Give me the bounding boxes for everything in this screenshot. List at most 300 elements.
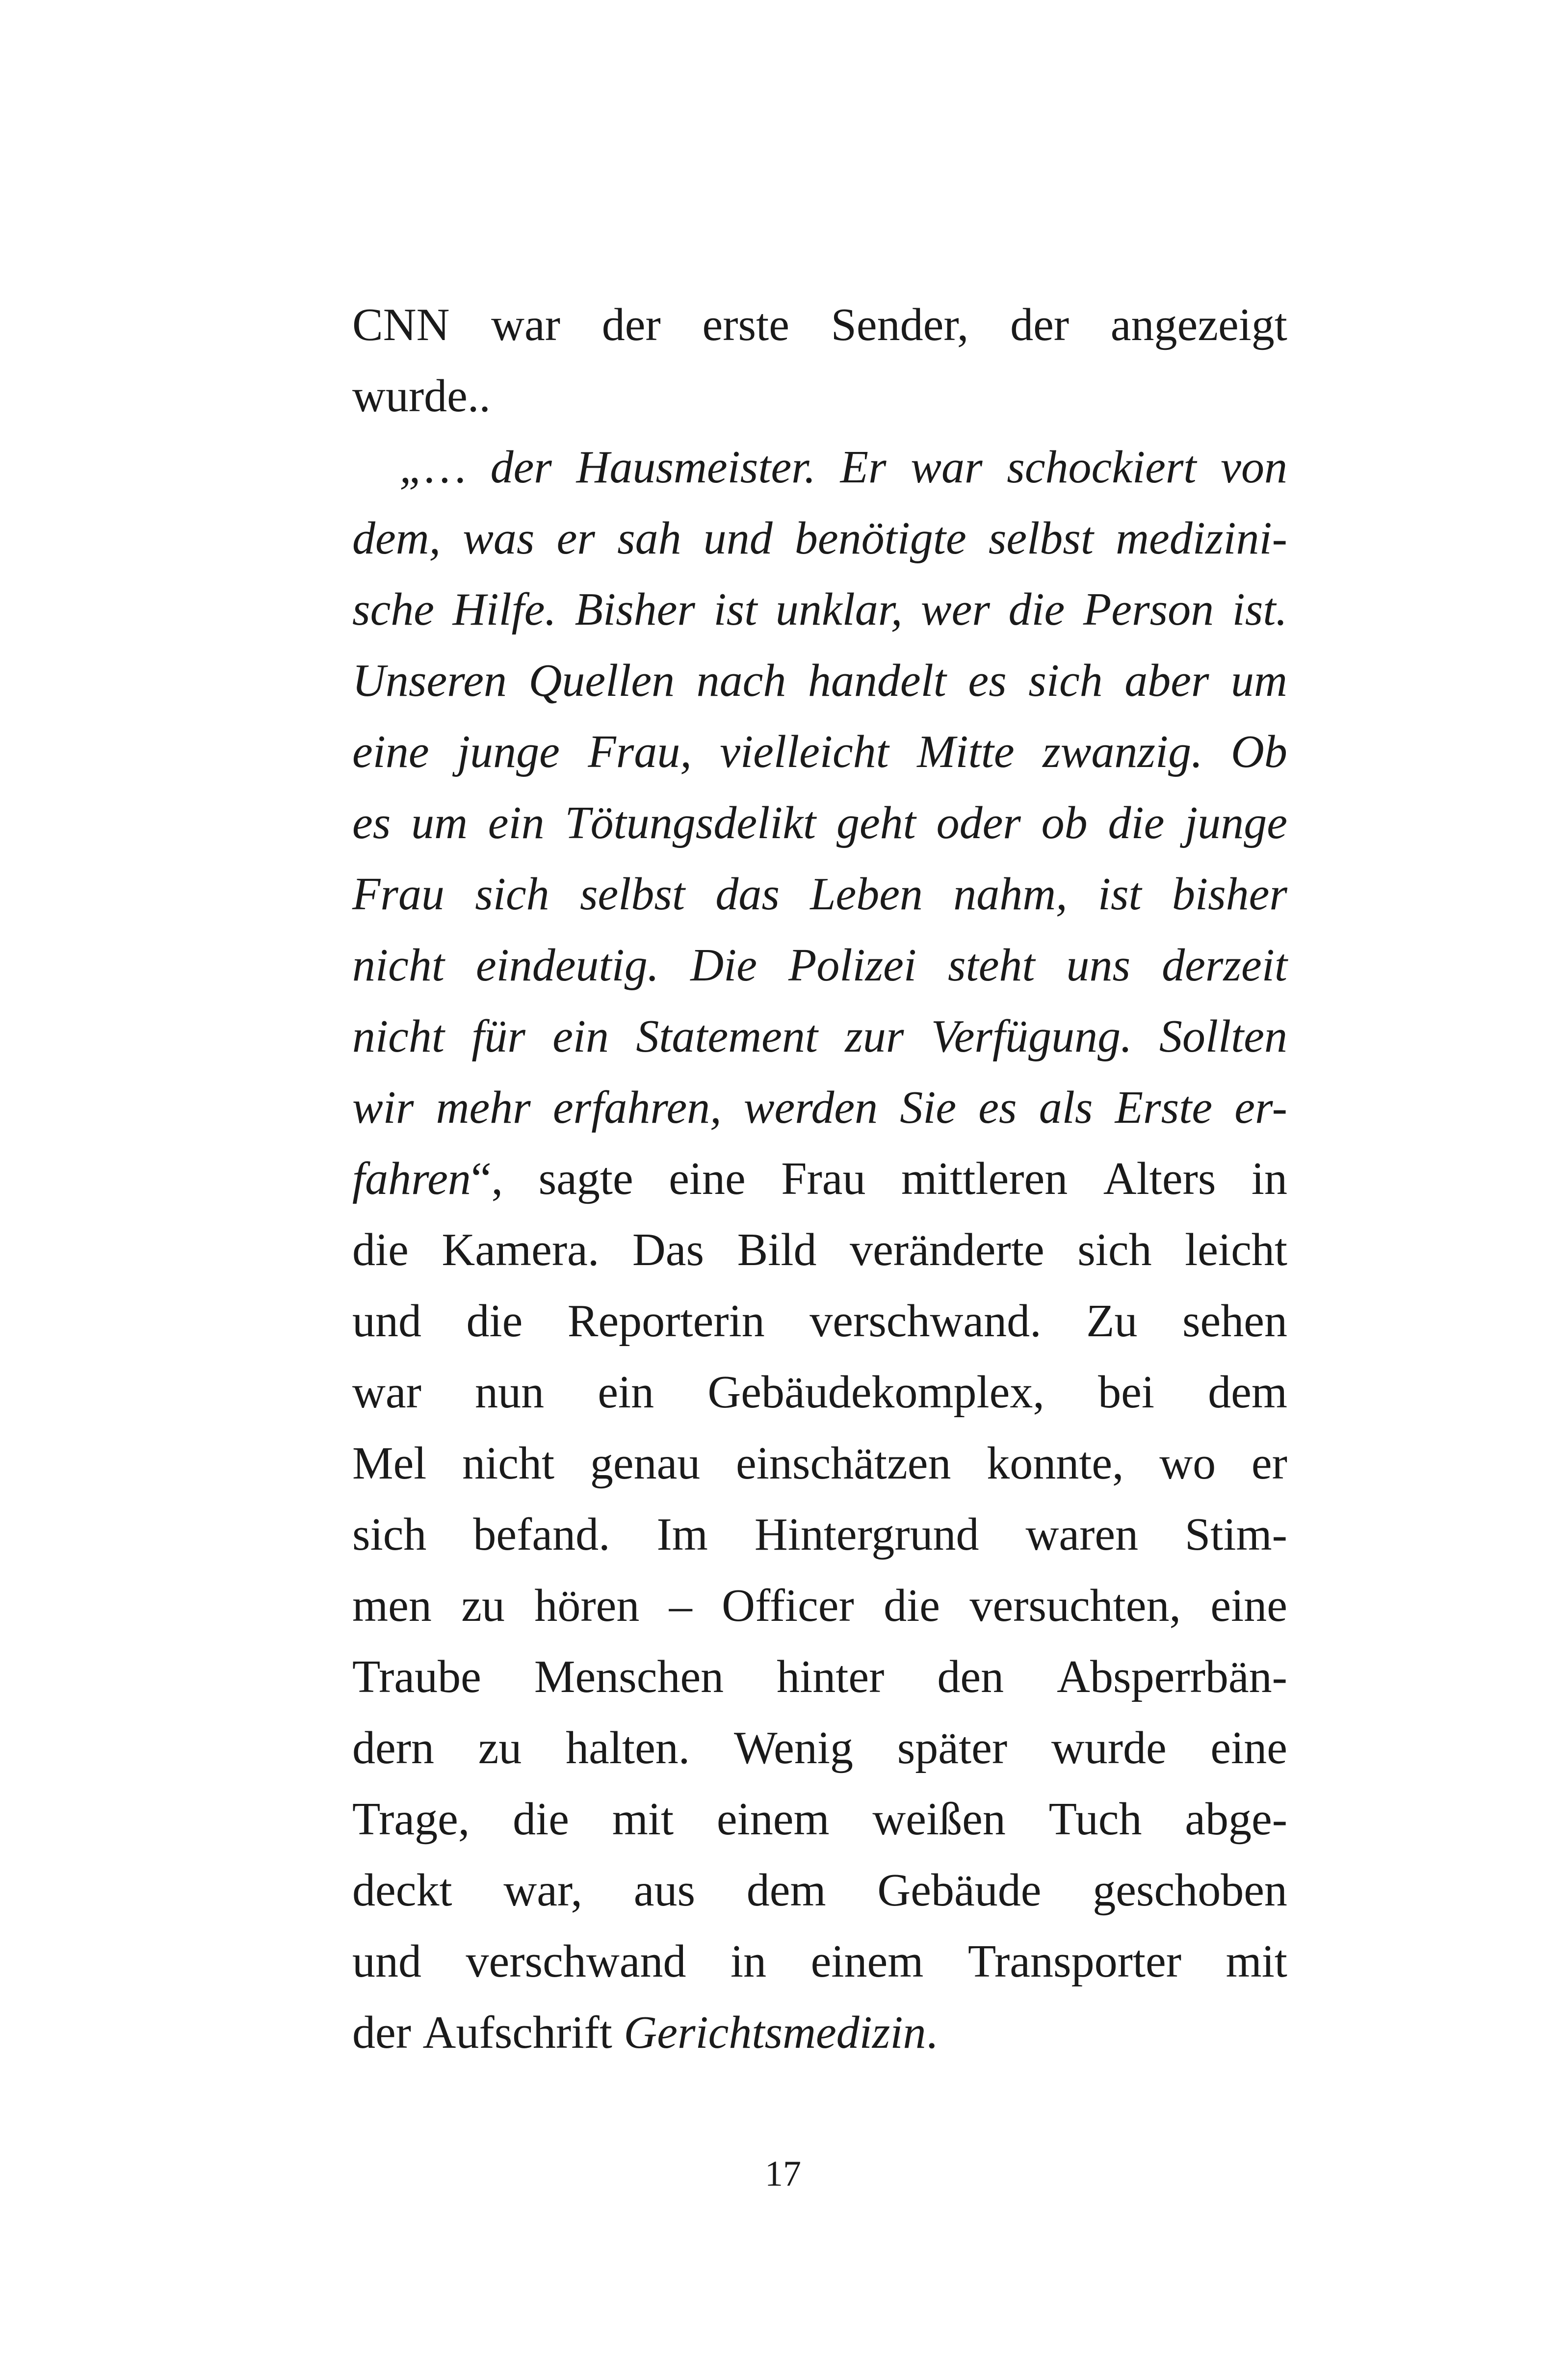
- word-part: versuchten,: [969, 1580, 1181, 1631]
- word-part: leicht: [1185, 1224, 1287, 1275]
- word: [900, 1072, 956, 1143]
- text-line: [352, 1641, 1287, 1713]
- word-part: mit: [1226, 1936, 1287, 1987]
- word: [1124, 645, 1209, 716]
- word: [1116, 503, 1287, 574]
- text-line: [352, 1428, 1287, 1499]
- word: [836, 788, 916, 859]
- word-part: abge-: [1185, 1794, 1287, 1845]
- word: [466, 1286, 522, 1357]
- word-part: Bisher: [574, 584, 695, 635]
- word-part: Gebäudekomplex,: [707, 1367, 1044, 1418]
- word: [488, 788, 545, 859]
- word: [423, 1997, 624, 2068]
- word-part: es: [352, 797, 391, 848]
- word-part: oder: [936, 797, 1021, 848]
- word-part: Officer: [722, 1580, 854, 1631]
- text-line: [352, 432, 1287, 503]
- word: [503, 1855, 582, 1926]
- word: [901, 1143, 1068, 1215]
- word: [352, 930, 444, 1001]
- word: [453, 574, 556, 645]
- word: [588, 716, 692, 788]
- word-part: Tötungsdelikt: [565, 797, 816, 848]
- word: [884, 1570, 940, 1641]
- word-part: selbst: [579, 869, 685, 920]
- text-line: [352, 1143, 1287, 1215]
- word: [553, 1072, 722, 1143]
- word: [953, 859, 1067, 930]
- text-line: [352, 503, 1287, 574]
- word-part: nun: [475, 1367, 545, 1418]
- word-part: es: [978, 1082, 1017, 1133]
- word: [575, 574, 695, 645]
- word-part: und: [703, 513, 773, 564]
- word: [1221, 432, 1287, 503]
- word-part: waren: [1025, 1509, 1139, 1560]
- word-part: Stim-: [1185, 1509, 1287, 1560]
- word: [734, 1713, 853, 1784]
- word-part: deckt: [352, 1865, 452, 1916]
- word-part: Person: [1083, 584, 1214, 635]
- word: [845, 1001, 904, 1072]
- word-part: sche: [352, 584, 435, 635]
- word-part: geht: [836, 797, 916, 848]
- word: [1182, 1286, 1287, 1357]
- text-line: [352, 645, 1287, 716]
- word-part: mit: [612, 1794, 674, 1845]
- word: [352, 1641, 481, 1713]
- word: [491, 432, 552, 503]
- word-part: junge: [1185, 797, 1287, 848]
- word-part: Quellen: [528, 655, 675, 706]
- word: [978, 1072, 1017, 1143]
- word-part: Traube: [352, 1651, 481, 1702]
- word-part: Hintergrund: [754, 1509, 979, 1560]
- word: [697, 645, 786, 716]
- word: [352, 1357, 421, 1428]
- word-part: Bild: [737, 1224, 817, 1275]
- word-part: halten.: [566, 1722, 690, 1773]
- word-part: aber: [1124, 655, 1209, 706]
- word: [1234, 1072, 1287, 1143]
- word: [776, 574, 903, 645]
- word-part: dem: [1208, 1367, 1287, 1418]
- text-line: [352, 1499, 1287, 1570]
- word-part: Sie: [900, 1082, 957, 1133]
- word: [809, 1286, 1041, 1357]
- word-part: und: [352, 1296, 421, 1347]
- word-part: eine: [1210, 1580, 1287, 1631]
- word-part: die: [466, 1296, 523, 1347]
- word-part: unklar,: [775, 584, 903, 635]
- text-line: [352, 1072, 1287, 1143]
- word: [352, 361, 491, 432]
- word: [968, 1926, 1181, 1997]
- word: [808, 645, 946, 716]
- word-part: hinter: [777, 1651, 885, 1702]
- word-part: aus: [633, 1865, 696, 1916]
- word-part: einschätzen: [736, 1438, 951, 1489]
- word-part: Hausmeister.: [576, 442, 816, 493]
- word: [897, 1713, 1007, 1784]
- text-line: [352, 1357, 1287, 1428]
- text-line: [352, 361, 1287, 432]
- word: [1232, 574, 1287, 645]
- word-part: Mel: [352, 1438, 427, 1489]
- word-part: eindeutig.: [475, 940, 659, 991]
- word-part: ein: [598, 1367, 654, 1418]
- word: [352, 716, 429, 788]
- word: [539, 1143, 633, 1215]
- word-part: schockiert: [1007, 442, 1197, 493]
- word: [462, 1428, 554, 1499]
- word-part: und: [352, 1936, 421, 1987]
- word-part: Statement: [636, 1011, 818, 1062]
- text-line: [352, 290, 1287, 361]
- word: [552, 1001, 609, 1072]
- word: [352, 1855, 452, 1926]
- word-part: Kamera.: [442, 1224, 600, 1275]
- word: [948, 930, 1035, 1001]
- word-part: mehr: [436, 1082, 531, 1133]
- word: [557, 503, 595, 574]
- word: [840, 432, 887, 503]
- word-part: zur: [845, 1011, 904, 1062]
- text-line: [352, 1713, 1287, 1784]
- word-part: Erste: [1115, 1082, 1213, 1133]
- word: [968, 645, 1006, 716]
- word-part: Frau,: [588, 726, 692, 777]
- word: [457, 716, 560, 788]
- word-part: wurde..: [352, 370, 491, 422]
- word-part: von: [1221, 442, 1287, 493]
- word-part: Menschen: [534, 1651, 724, 1702]
- word-part: “,: [470, 1153, 503, 1204]
- word: [707, 1357, 1044, 1428]
- word: [529, 645, 675, 716]
- word: [1185, 788, 1287, 859]
- word-part: für: [471, 1011, 525, 1062]
- word-part: er: [556, 513, 595, 564]
- word: [352, 1926, 421, 1997]
- word: [669, 1143, 746, 1215]
- word-part: war,: [503, 1865, 582, 1916]
- word-part: Frau: [781, 1153, 866, 1204]
- word: [491, 290, 560, 361]
- word: [737, 1215, 817, 1286]
- word: [1108, 788, 1164, 859]
- word-part: Absperrbän-: [1057, 1651, 1287, 1702]
- word-part: zwanzig.: [1043, 726, 1203, 777]
- word-part: befand.: [473, 1509, 610, 1560]
- word: [475, 859, 549, 930]
- word: [352, 1997, 423, 2068]
- word-part: sehen: [1182, 1296, 1287, 1347]
- word-part: wer: [920, 584, 990, 635]
- word-part: uns: [1066, 940, 1131, 991]
- word: [937, 1641, 1004, 1713]
- word-part: später: [897, 1722, 1008, 1773]
- word-part: Verfügung.: [931, 1011, 1132, 1062]
- word: [1067, 930, 1131, 1001]
- word: [568, 1286, 765, 1357]
- word: [1185, 1215, 1287, 1286]
- word: [475, 1357, 544, 1428]
- word: [872, 1784, 1005, 1855]
- word: [1172, 859, 1287, 930]
- text-line: [352, 1997, 1287, 2068]
- word: [736, 1428, 951, 1499]
- word-part: eine: [352, 726, 429, 777]
- word-part: dem: [746, 1865, 826, 1916]
- word: [352, 503, 441, 574]
- word: [590, 1428, 700, 1499]
- word: [566, 1713, 690, 1784]
- word-part: Leben: [810, 869, 923, 920]
- word-part: geschoben: [1093, 1865, 1287, 1916]
- word-part: handelt: [808, 655, 946, 706]
- word: [576, 432, 816, 503]
- word-part: medizini-: [1116, 513, 1287, 564]
- word: [755, 1499, 979, 1570]
- word-part: Aufschrift: [422, 2007, 612, 2058]
- word-part: nach: [696, 655, 786, 706]
- body-text: [352, 290, 1287, 2068]
- word-part: bisher: [1172, 869, 1287, 920]
- word-part: der: [352, 2007, 412, 2058]
- word-part: als: [1039, 1082, 1093, 1133]
- page-number: 17: [765, 2154, 801, 2194]
- word-part: Frau: [352, 869, 444, 920]
- word: [1049, 1784, 1142, 1855]
- word: [747, 1855, 826, 1926]
- word-part: Polizei: [788, 940, 917, 991]
- text-line: [352, 788, 1287, 859]
- word: [788, 930, 916, 1001]
- word: [352, 1784, 470, 1855]
- word-part: men: [352, 1580, 432, 1631]
- word: [937, 788, 1021, 859]
- word: [917, 716, 1014, 788]
- word: [1208, 1357, 1287, 1428]
- word: [1039, 1072, 1093, 1143]
- word: [352, 290, 449, 361]
- word-part: nahm,: [953, 869, 1068, 920]
- word: [987, 1428, 1123, 1499]
- word: [1210, 1713, 1287, 1784]
- word: [1007, 432, 1196, 503]
- word: [669, 1570, 692, 1641]
- word: [1077, 1215, 1151, 1286]
- word: [352, 1143, 503, 1215]
- word-part: angezeigt: [1110, 299, 1287, 350]
- word: [1098, 1357, 1154, 1428]
- word-part: Wenig: [733, 1722, 854, 1773]
- word: [811, 1926, 924, 1997]
- text-line: [352, 859, 1287, 930]
- word-part: mittleren: [901, 1153, 1068, 1204]
- word: [931, 1001, 1132, 1072]
- word: [715, 859, 780, 930]
- word: [352, 574, 434, 645]
- word: [461, 1570, 505, 1641]
- word-part: war: [911, 442, 983, 493]
- word-part: ein: [552, 1011, 609, 1062]
- word-part: Transporter: [967, 1936, 1182, 1987]
- word-part: nicht: [352, 940, 444, 991]
- word: [352, 1499, 426, 1570]
- word: [969, 1570, 1181, 1641]
- word: [534, 1641, 724, 1713]
- word: [1115, 1072, 1212, 1143]
- word-part: wurde: [1051, 1722, 1167, 1773]
- word: [352, 1713, 434, 1784]
- word-part: sich: [475, 869, 549, 920]
- text-line: [352, 1855, 1287, 1926]
- word: [632, 1215, 704, 1286]
- word: [636, 1001, 818, 1072]
- word: [731, 1926, 766, 1997]
- word-part: die: [352, 1224, 409, 1275]
- word-part: in: [1251, 1153, 1287, 1204]
- word-part: was: [463, 513, 535, 564]
- word-part: ein: [488, 797, 545, 848]
- word: [513, 1784, 569, 1855]
- word-part: Im: [656, 1509, 708, 1560]
- word: [850, 1215, 1044, 1286]
- word: [565, 788, 816, 859]
- word-part: genau: [590, 1438, 701, 1489]
- word-part: „…: [399, 442, 466, 493]
- word: [617, 503, 681, 574]
- word-part: um: [1231, 655, 1287, 706]
- word-part: ist: [1097, 869, 1142, 920]
- word: [1057, 1641, 1287, 1713]
- word: [463, 503, 534, 574]
- word: [831, 290, 969, 361]
- word-part: einem: [716, 1794, 830, 1845]
- word-part: Reporterin: [567, 1296, 765, 1347]
- word: [612, 1784, 674, 1855]
- word: [720, 716, 888, 788]
- word: [1103, 1143, 1216, 1215]
- word-part: die: [1008, 584, 1065, 635]
- word-part: ist.: [1232, 584, 1287, 635]
- word-part: Alters: [1103, 1153, 1216, 1204]
- word: [478, 1713, 522, 1784]
- word-part: Die: [690, 940, 757, 991]
- word: [1210, 1570, 1287, 1641]
- word: [473, 1499, 610, 1570]
- word-part: junge: [457, 726, 560, 777]
- word: [1093, 1855, 1287, 1926]
- word: [624, 1997, 938, 2068]
- word: [1111, 290, 1287, 361]
- word-part: Mitte: [917, 726, 1015, 777]
- word-part: CNN: [352, 299, 450, 350]
- word: [411, 788, 468, 859]
- word: [1025, 1499, 1138, 1570]
- word-part: Gerichtsmedizin: [624, 2007, 926, 2058]
- word-part: sich: [352, 1509, 427, 1560]
- word-part: der: [601, 299, 661, 350]
- word-part: Das: [632, 1224, 705, 1275]
- word-part: ist: [713, 584, 757, 635]
- word-part: sah: [617, 513, 681, 564]
- word: [744, 1072, 878, 1143]
- word-part: nicht: [352, 1011, 444, 1062]
- word: [352, 1001, 444, 1072]
- word: [352, 788, 391, 859]
- word: [580, 859, 685, 930]
- word-part: derzeit: [1162, 940, 1287, 991]
- word-part: verschwand: [466, 1936, 686, 1987]
- word: [1185, 1784, 1287, 1855]
- word: [1083, 574, 1214, 645]
- word: [1008, 574, 1065, 645]
- word: [1159, 1428, 1216, 1499]
- word: [704, 503, 773, 574]
- word-part: Er: [840, 442, 887, 493]
- word: [1185, 1499, 1287, 1570]
- word: [1231, 716, 1287, 788]
- word-part: einem: [810, 1936, 924, 1987]
- text-line: [352, 574, 1287, 645]
- word: [795, 503, 966, 574]
- word: [1098, 859, 1142, 930]
- text-line: [352, 1784, 1287, 1855]
- text-line: [352, 1286, 1287, 1357]
- word: [1010, 290, 1069, 361]
- word-part: zu: [478, 1722, 522, 1773]
- text-line: [352, 1001, 1287, 1072]
- word-part: –: [669, 1580, 692, 1631]
- word-part: das: [715, 869, 780, 920]
- word-part: benötigte: [794, 513, 966, 564]
- word: [921, 574, 990, 645]
- word: [690, 930, 757, 1001]
- word-part: veränderte: [850, 1224, 1044, 1275]
- word: [781, 1143, 865, 1215]
- word-part: wo: [1159, 1438, 1216, 1489]
- word: [911, 432, 982, 503]
- word: [1162, 930, 1287, 1001]
- word: [810, 859, 923, 930]
- word-part: die: [884, 1580, 940, 1631]
- word: [877, 1855, 1041, 1926]
- word-part: selbst: [988, 513, 1094, 564]
- word: [352, 1428, 426, 1499]
- word: [1226, 1926, 1287, 1997]
- word: [1231, 645, 1287, 716]
- word-part: Trage,: [352, 1794, 470, 1845]
- word-part: die: [1108, 797, 1165, 848]
- word-part: werden: [743, 1082, 878, 1133]
- word: [702, 290, 789, 361]
- word-part: eine: [1210, 1722, 1287, 1773]
- word-part: zu: [461, 1580, 505, 1631]
- word-part: bei: [1098, 1367, 1154, 1418]
- word: [714, 574, 757, 645]
- word: [352, 1570, 432, 1641]
- word-part: in: [731, 1936, 767, 1987]
- word: [634, 1855, 695, 1926]
- word-part: den: [937, 1651, 1004, 1702]
- word: [989, 503, 1094, 574]
- word-part: weißen: [872, 1794, 1006, 1845]
- word-part: sich: [1028, 655, 1103, 706]
